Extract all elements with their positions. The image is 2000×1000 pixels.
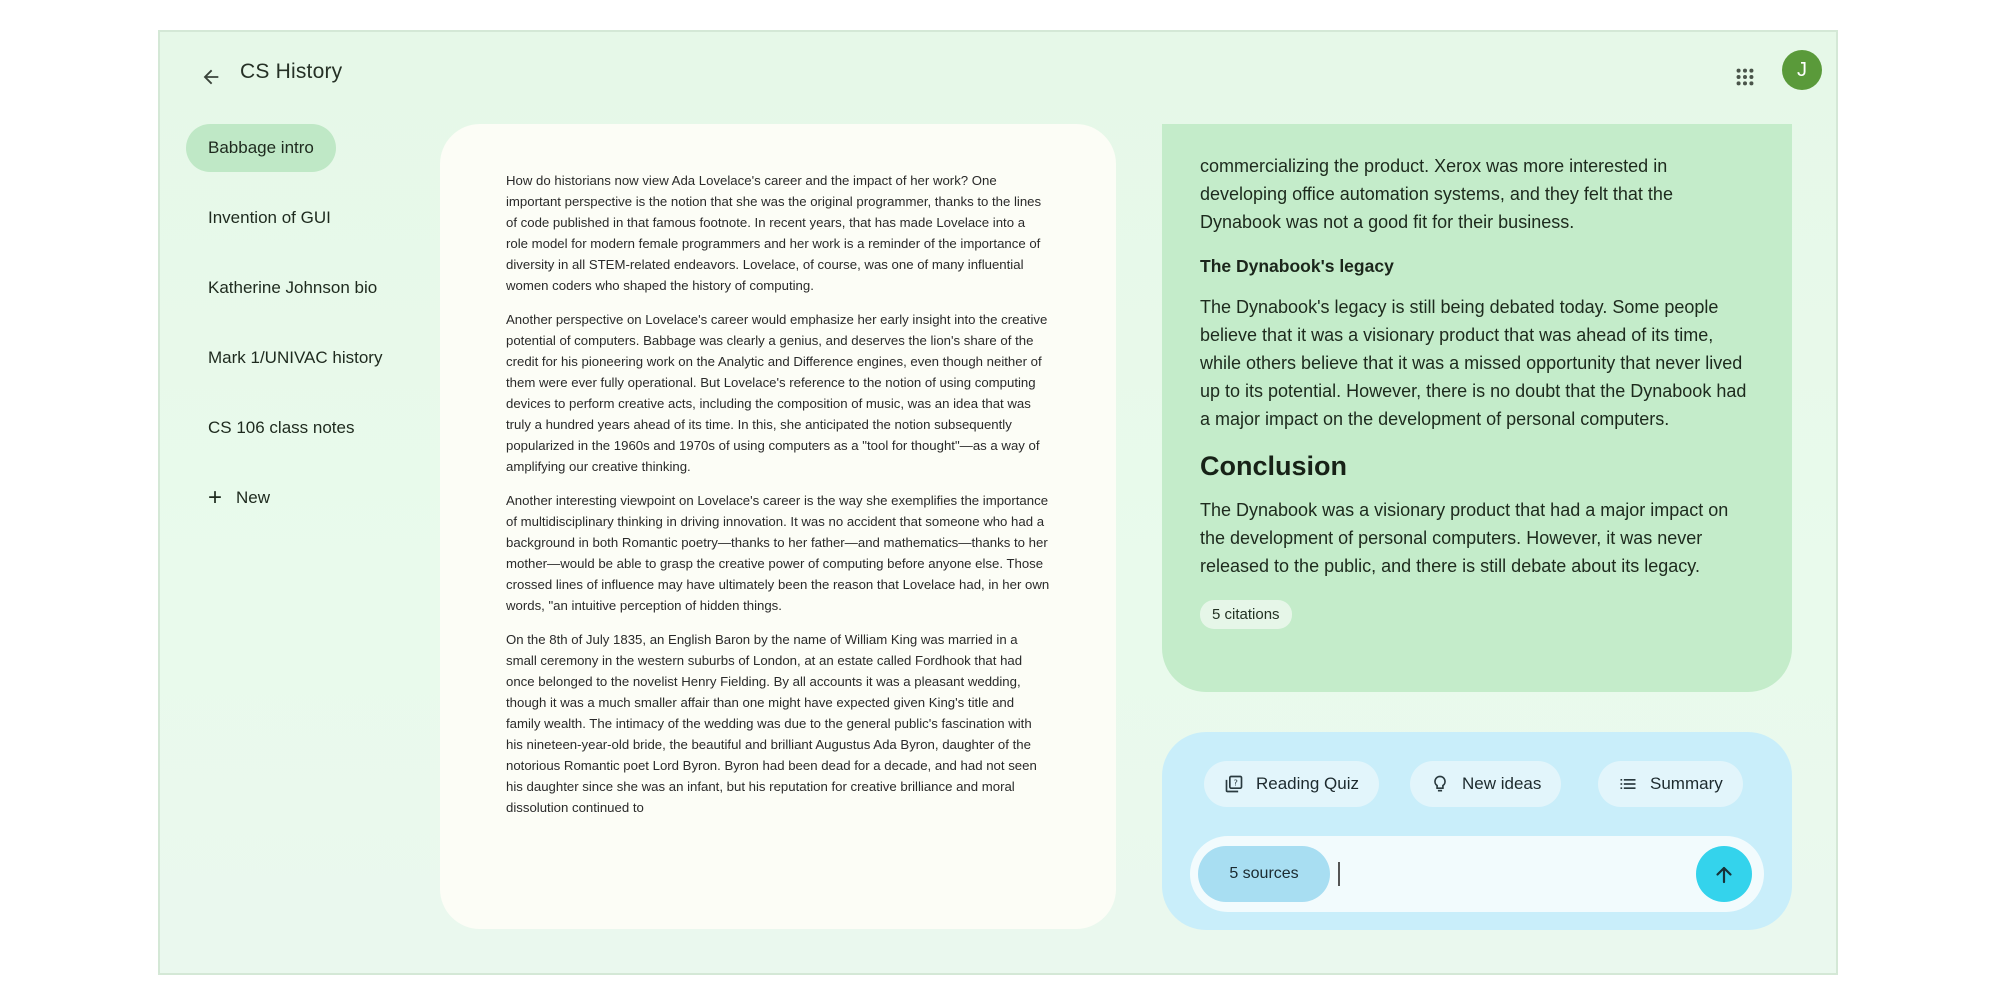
svg-text:?: ? [1233, 777, 1238, 788]
list-icon [1618, 774, 1638, 794]
sidebar-item-katherine-johnson-bio[interactable] [186, 264, 399, 312]
prompt-bar [1190, 836, 1764, 912]
apps-button[interactable] [1720, 52, 1770, 102]
legacy-heading: The Dynabook's legacy [1200, 256, 1394, 276]
action-panel [1162, 732, 1792, 930]
sidebar-item-babbage-intro[interactable] [186, 124, 336, 172]
apps-grid-icon [1734, 66, 1756, 88]
document-paragraph: On the 8th of July 1835, an English Baron by the name of William King was married in a small ceremony in the western suburbs of London, at an estate called Fordhook that had once belonged to the novelist Henry Fielding. By all accounts it was a pleasant wedding, though it was a much smaller affair than one might have expected given King's title and family wealth. The intimacy of the wedding was due to the general public's fascination with his nineteen-year-old bride, the beautiful and brilliant Augustus Ada Byron, daughter of the notorious Romantic poet Lord Byron. Byron had been dead for a decade, and had not seen his daughter since she was an infant, but his reputation for creative brilliance and moral dissolution continued to [506, 632, 1037, 815]
prompt-input[interactable] [1340, 852, 1680, 896]
conclusion-heading: Conclusion [1200, 451, 1347, 481]
new-item-button[interactable] [186, 474, 292, 522]
page-title: CS History [240, 60, 343, 83]
arrow-up-icon [1712, 862, 1736, 886]
sidebar [186, 124, 446, 544]
reading-quiz-label: Reading Quiz [1256, 774, 1360, 793]
sidebar-item-label: Invention of GUI [208, 208, 331, 227]
sidebar-item-label: Katherine Johnson bio [208, 278, 378, 297]
source-document[interactable] [440, 124, 1116, 929]
sidebar-item-label: Mark 1/UNIVAC history [208, 348, 383, 367]
avatar-initial: J [1797, 58, 1807, 81]
new-item-label: New [236, 488, 271, 507]
conclusion-text: The Dynabook was a visionary product that had a major impact on the development of personal computers. However, it was never released to the public, and there is still debate about its legacy. [1200, 500, 1729, 576]
sidebar-item-invention-of-gui[interactable] [186, 194, 353, 242]
new-ideas-label: New ideas [1462, 774, 1542, 793]
sources-button[interactable] [1198, 846, 1330, 902]
document-paragraph: Another interesting viewpoint on Lovelace's career is the way she exemplifies the importance of multidisciplinary thinking in driving innovation. It was no accident that someone who had a background in both Romantic poetry—thanks to her father—and mathematics—thanks to her mother—would be able to grasp the creative power of computing before anyone else. Those crossed lines of influence may have ultimately been the reason that Lovelace had, in her own words, "an intuitive perception of hidden things. [506, 493, 1050, 613]
new-ideas-button[interactable] [1410, 761, 1561, 807]
sidebar-item-mark1-univac-history[interactable] [186, 334, 404, 382]
answer-intro-text: commercializing the product. Xerox was more interested in developing office automation systems, and they felt that the Dynabook was not a good fit for their business. [1200, 156, 1673, 232]
avatar[interactable] [1782, 50, 1822, 90]
legacy-text: The Dynabook's legacy is still being debated today. Some people believe that it was a visionary product that was ahead of its time, while others believe that it was a missed opportunity that never lived up to its potential. However, there is no doubt that the Dynabook had a major impact on the development of personal computers. [1200, 297, 1747, 429]
summary-button[interactable] [1598, 761, 1743, 807]
quiz-icon [1224, 774, 1244, 794]
summary-label: Summary [1650, 774, 1723, 793]
citations-chip[interactable]: 5 citations [1200, 600, 1292, 629]
reading-quiz-button[interactable] [1204, 761, 1379, 807]
document-paragraph: Another perspective on Lovelace's career would emphasize her early insight into the creative potential of computers. Babbage was clearly a genius, and deserves the lion's share of the credit for his pioneering work on the Analytic and Difference engines, even though neither of them were ever fully operational. But Lovelace's reference to the notion of using computing devices to perform creative acts, including the composition of music, was an idea that was truly a hundred years ahead of its time. In this, she anticipated the notion subsequently popularized in the 1960s and 1970s of using computers as a "tool for thought"—as a way of amplifying our creative thinking. [506, 312, 1048, 474]
plus-icon: + [208, 484, 223, 511]
lightbulb-icon [1430, 774, 1450, 794]
app-window [158, 30, 1838, 975]
document-paragraph: How do historians now view Ada Lovelace's career and the impact of her work? One important perspective is the notion that she was the original programmer, thanks to the lines of code published in that famous footnote. In recent years, that has made Lovelace into a role model for modern female programmers and her work is a reminder of the importance of diversity in all STEM-related endeavors. Lovelace, of course, was one of many influential women coders who shaped the history of computing. [506, 173, 1042, 293]
sidebar-item-label: Babbage intro [208, 138, 314, 157]
back-button[interactable] [186, 52, 236, 102]
arrow-back-icon [200, 66, 222, 88]
sidebar-item-label: CS 106 class notes [208, 418, 355, 437]
answer-panel [1162, 124, 1792, 692]
sources-label: 5 sources [1229, 865, 1299, 882]
top-bar [160, 32, 1836, 122]
send-button[interactable] [1696, 846, 1752, 902]
sidebar-item-cs106-class-notes[interactable] [186, 404, 376, 452]
